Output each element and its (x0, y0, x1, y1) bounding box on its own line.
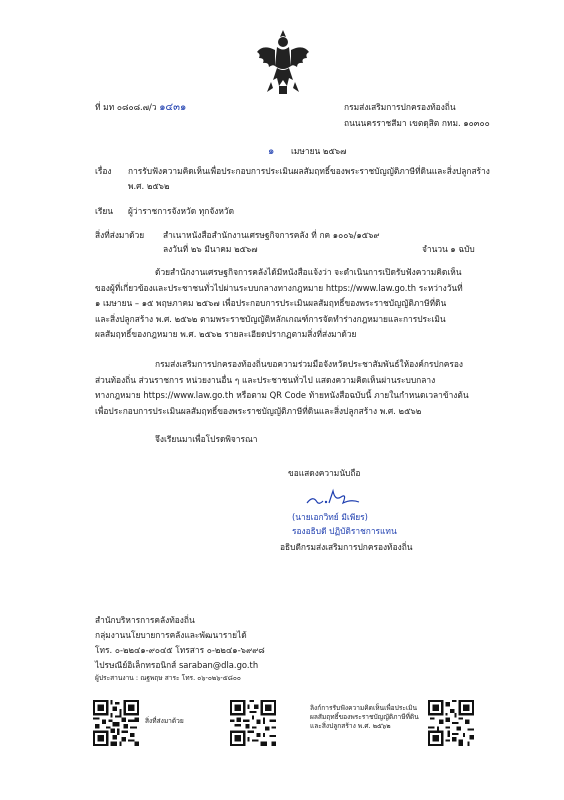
qr-caption-link (310, 704, 419, 731)
paragraph-line: ส่วนท้องถิ่น ส่วนราชการ หน่วยงานอื่น ๆ และประชาชนทั่วไป แสดงความคิดเห็นผ่านระบบกลาง (95, 374, 436, 385)
footer-phone: โทร. ๐-๒๒๔๑-๙๐๔๕ โทรสาร ๐-๒๒๔๑-๖๙๙๘ (95, 645, 265, 655)
document-date (268, 145, 346, 158)
paragraph-line: ทางกฎหมาย https://www.law.go.th หรือตาม QR Code ท้ายหนังสือฉบับนี้ ภายในกำหนดเวลาข้างต้น (95, 390, 469, 401)
qr-caption-line: และสิ่งปลูกสร้าง พ.ศ. ๒๕๖๒ (310, 722, 391, 730)
footer-office: สำนักบริหารการคลังท้องถิ่น (95, 615, 195, 625)
ref-prefix: ที่ มท ๐๘๐๘.๗/ว (95, 102, 157, 112)
footer-group: กลุ่มงานนโยบายการคลังและพัฒนารายได้ (95, 630, 247, 640)
signer-name: (นายเอกวิทย์ มีเพียร) (292, 512, 368, 522)
qr-code-2 (230, 700, 276, 746)
attachment-label: สิ่งที่ส่งมาด้วย (95, 230, 145, 240)
signature (303, 487, 373, 509)
qr-code-1 (93, 700, 139, 746)
agency-name: กรมส่งเสริมการปกครองท้องถิ่น (344, 102, 456, 112)
qr-caption-line: ลิงก์การรับฟังความคิดเห็นเพื่อประเมิน (310, 704, 418, 712)
closing-request: จึงเรียนมาเพื่อโปรดพิจารณา (155, 434, 258, 444)
footer-coordinator: ผู้ประสานงาน : ณฐพฤษ สาระ โทร. ๐๖-๐๒๖-๕๘๐๐ (95, 674, 241, 682)
agency-address: ถนนนครราชสีมา เขตดุสิต กทม. ๑๐๓๐๐ (344, 118, 490, 128)
paragraph-line: กรมส่งเสริมการปกครองท้องถิ่นขอความร่วมมือจังหวัดประชาสัมพันธ์ให้องค์กรปกครอง (155, 359, 464, 369)
attachment-date: ลงวันที่ ๒๖ มีนาคม ๒๕๖๗ (163, 244, 258, 254)
paragraph-line: ของผู้ที่เกี่ยวข้องและประชาชนทั่วไปผ่านระบบกลางทางกฎหมาย https://www.law.go.th ระหว่างวันที่ (95, 282, 463, 293)
attachment-count: จำนวน ๑ ฉบับ (422, 244, 475, 254)
signer-position-1: รองอธิบดี ปฏิบัติราชการแทน (292, 526, 397, 536)
subject-label: เรื่อง (95, 166, 112, 176)
regards-text: ขอแสดงความนับถือ (288, 468, 361, 478)
attachment-text: สำเนาหนังสือสำนักงานเศรษฐกิจการคลัง ที่ กค ๑๐๐๖/๑๕๖๙ (163, 230, 380, 240)
body-paragraph-1 (95, 265, 473, 343)
paragraph-line: และสิ่งปลูกสร้าง พ.ศ. ๒๕๖๒ ตามพระราชบัญญัติหลักเกณฑ์การจัดทำร่างกฎหมายและการประเมิน (95, 313, 446, 324)
date-month-year: เมษายน ๒๕๖๗ (291, 146, 347, 156)
salutation-text: ผู้ว่าราชการจังหวัด ทุกจังหวัด (128, 206, 235, 216)
body-paragraph-2 (95, 357, 473, 419)
paragraph-line: ผลสัมฤทธิ์ของกฎหมาย พ.ศ. ๒๕๖๒ รายละเอียดปรากฏตามสิ่งที่ส่งมาด้วย (95, 329, 357, 340)
ref-number: ๑๔๓๑ (159, 102, 187, 113)
qr-label-attachment: สิ่งที่ส่งมาด้วย (145, 717, 184, 725)
salutation-label: เรียน (95, 206, 113, 216)
date-day: ๑ (268, 146, 275, 157)
signer-position-2: อธิบดีกรมส่งเสริมการปกครองท้องถิ่น (280, 542, 413, 552)
paragraph-line: เพื่อประกอบการประเมินผลสัมฤทธิ์ของพระราชบัญญัติภาษีที่ดินและสิ่งปลูกสร้าง พ.ศ. ๒๕๖๒ (95, 405, 422, 416)
paragraph-line: ด้วยสำนักงานเศรษฐกิจการคลังได้มีหนังสือแจ้งว่า จะดำเนินการเปิดรับฟังความคิดเห็น (155, 267, 462, 277)
qr-caption-line: ผลสัมฤทธิ์ของพระราชบัญญัติภาษีที่ดิน (310, 713, 419, 721)
qr-code-3 (428, 700, 474, 746)
subject-line-1: การรับฟังความคิดเห็นเพื่อประกอบการประเมินผลสัมฤทธิ์ของพระราชบัญญัติภาษีที่ดินและสิ่งปลูกสร้าง (128, 166, 490, 176)
paragraph-line: ๑ เมษายน – ๑๕ พฤษภาคม ๒๕๖๗ เพื่อประกอบการประเมินผลสัมฤทธิ์ของพระราชบัญญัติภาษีที่ดิน (95, 298, 447, 309)
subject-line-2: พ.ศ. ๒๕๖๒ (128, 181, 170, 191)
footer-email: ไปรษณีย์อิเล็กทรอนิกส์ saraban@dla.go.th (95, 660, 259, 670)
garuda-emblem (255, 28, 311, 96)
document-number (95, 101, 186, 114)
